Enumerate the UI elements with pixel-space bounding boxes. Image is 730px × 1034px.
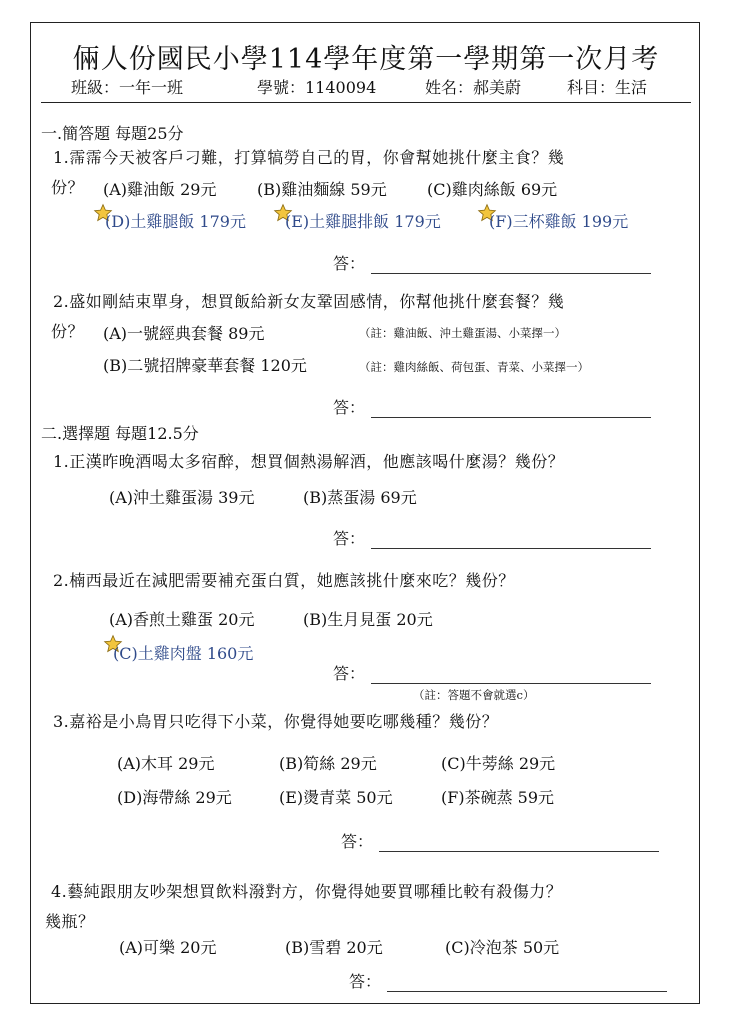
exam-sheet	[30, 22, 700, 1004]
s2-q2-line1: 2.楠西最近在減肥需要補充蛋白質，她應該挑什麼來吃？幾份？	[53, 571, 515, 590]
answer-label: 答：	[333, 529, 366, 548]
answer-line[interactable]	[371, 403, 651, 418]
s1-q2-note-a: （註：雞油飯、沖土雞蛋湯、小菜擇一）	[359, 326, 566, 340]
answer-row	[341, 829, 659, 852]
subject-label: 科目：生活	[567, 78, 648, 97]
s1-q1-line1: 1.霈霈今天被客戶刁難，打算犒勞自己的胃，你會幫她挑什麼主食？幾	[53, 148, 565, 167]
answer-label: 答：	[333, 664, 366, 683]
answer-line[interactable]	[371, 669, 651, 684]
s1-q2-option-b: (B)二號招牌豪華套餐 120元	[103, 356, 307, 375]
answer-row	[333, 526, 651, 549]
answer-label: 答：	[349, 972, 382, 991]
s2-q4-line2: 幾瓶？	[45, 912, 95, 931]
s1-q1-option-c: (C)雞肉絲飯 69元	[427, 180, 558, 199]
answer-label: 答：	[333, 254, 366, 273]
s2-q2-option-a: (A)香煎土雞蛋 20元	[109, 610, 255, 629]
answer-label: 答：	[333, 398, 366, 417]
answer-line[interactable]	[379, 837, 659, 852]
s2-q1-line1: 1.正漢昨晚酒喝太多宿醉，想買個熱湯解酒，他應該喝什麼湯？幾份？	[53, 452, 565, 471]
class-label: 班級：一年一班	[71, 78, 184, 97]
s2-q4-option-b: (B)雪碧 20元	[285, 938, 383, 957]
student-id-label: 學號：1140094	[257, 78, 377, 97]
s1-q2-line1: 2.盛如剛結束單身，想買飯給新女友鞏固感情，你幫他挑什麼套餐？幾	[53, 292, 565, 311]
s1-q2-note-b: （註：雞肉絲飯、荷包蛋、青菜、小菜擇一）	[359, 360, 589, 374]
answer-line[interactable]	[387, 977, 667, 992]
answer-line[interactable]	[371, 259, 651, 274]
answer-label: 答：	[341, 832, 374, 851]
s2-q3-option-b: (B)筍絲 29元	[279, 754, 377, 773]
s2-q3-line1: 3.嘉裕是小鳥胃只吃得下小菜，你覺得她要吃哪幾種？幾份？	[53, 712, 499, 731]
section-2-title: 二.選擇題 每題12.5分	[41, 424, 199, 443]
s2-q1-option-a: (A)沖土雞蛋湯 39元	[109, 488, 255, 507]
s2-q2-option-b: (B)生月見蛋 20元	[303, 610, 433, 629]
s2-q3-option-a: (A)木耳 29元	[117, 754, 215, 773]
s1-q1-option-f: (F)三杯雞飯 199元	[489, 212, 629, 231]
answer-row	[349, 969, 667, 992]
s2-q3-option-e: (E)燙青菜 50元	[279, 788, 393, 807]
exam-title: 倆人份國民小學114學年度第一學期第一次月考	[72, 44, 660, 75]
s2-q2-option-c: (C)土雞肉盤 160元	[113, 644, 254, 663]
s2-q4-line1: 4.藝純跟朋友吵架想買飲料潑對方，你覺得她要買哪種比較有殺傷力？	[51, 882, 563, 901]
s2-q2-note: （註：答題不會就選c）	[413, 688, 535, 702]
s2-q3-option-c: (C)牛蒡絲 29元	[441, 754, 556, 773]
s1-q2-option-a: (A)一號經典套餐 89元	[103, 324, 265, 343]
student-name-label: 姓名：郝美蔚	[425, 78, 522, 97]
answer-line[interactable]	[371, 534, 651, 549]
s2-q3-option-f: (F)茶碗蒸 59元	[441, 788, 555, 807]
s2-q4-option-c: (C)冷泡茶 50元	[445, 938, 560, 957]
s1-q1-option-a: (A)雞油飯 29元	[103, 180, 217, 199]
s1-q1-line2: 份？	[51, 178, 85, 197]
s1-q2-line2: 份？	[51, 322, 85, 341]
s2-q1-option-b: (B)蒸蛋湯 69元	[303, 488, 417, 507]
s1-q1-option-b: (B)雞油麵線 59元	[257, 180, 387, 199]
answer-row	[333, 661, 651, 684]
s2-q4-option-a: (A)可樂 20元	[119, 938, 217, 957]
header-divider	[41, 102, 691, 103]
student-info-row	[31, 75, 701, 101]
section-1-title: 一.簡答題 每題25分	[41, 124, 184, 143]
s1-q1-option-d: (D)土雞腿飯 179元	[105, 212, 246, 231]
answer-row	[333, 251, 651, 274]
s2-q3-option-d: (D)海帶絲 29元	[117, 788, 232, 807]
answer-row	[333, 395, 651, 418]
s1-q1-option-e: (E)土雞腿排飯 179元	[285, 212, 441, 231]
